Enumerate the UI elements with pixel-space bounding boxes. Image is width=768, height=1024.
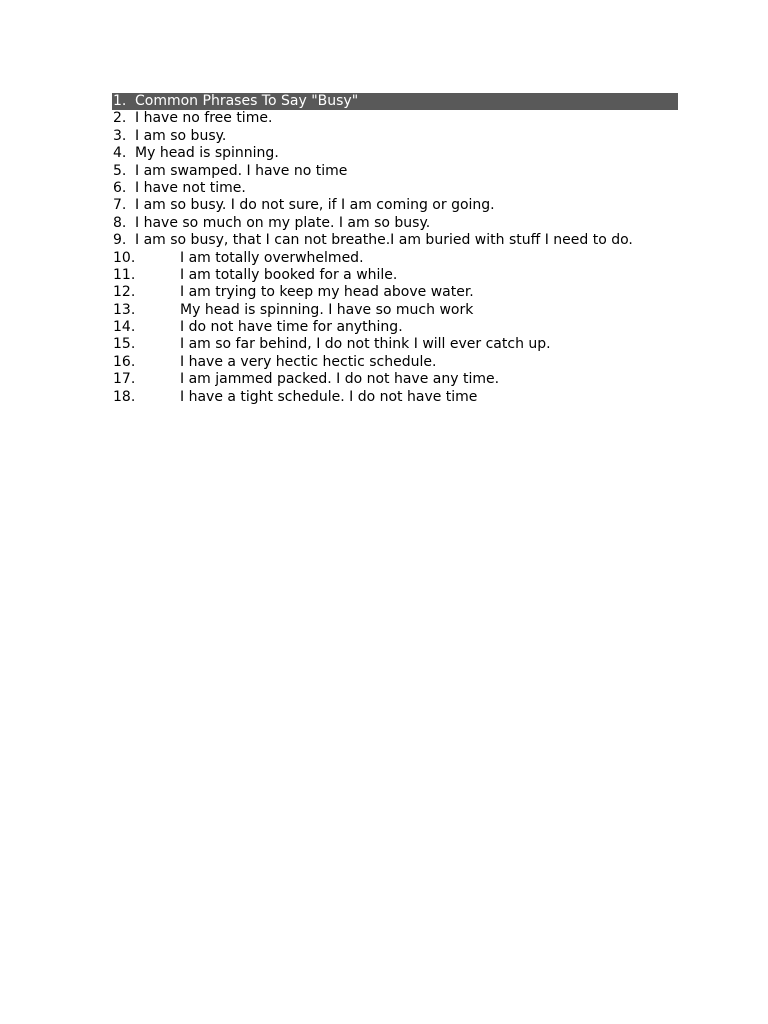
list-text: I am swamped. I have no time [135, 162, 348, 179]
list-item [112, 197, 678, 214]
list-text: I am so busy. [135, 127, 227, 144]
document-list [112, 93, 678, 406]
list-item [112, 110, 678, 127]
list-text: I am totally booked for a while. [180, 266, 398, 283]
list-number: 15. [113, 336, 136, 353]
list-number: 16. [113, 353, 136, 370]
list-item [112, 250, 678, 267]
list-title: Common Phrases To Say "Busy" [135, 93, 359, 109]
list-number: 9. [113, 232, 127, 249]
list-number: 11. [113, 266, 136, 283]
list-text: I am trying to keep my head above water. [180, 284, 474, 301]
list-text: I am so busy. I do not sure, if I am coming or going. [135, 197, 495, 214]
list-text: I am so far behind, I do not think I will ever catch up. [180, 336, 551, 353]
list-number: 18. [113, 388, 136, 405]
list-text: I have so much on my plate. I am so busy. [135, 214, 431, 231]
list-text: I am totally overwhelmed. [180, 249, 364, 266]
list-item [112, 163, 678, 180]
list-number: 6. [113, 179, 127, 196]
list-item [112, 145, 678, 162]
list-item [112, 232, 678, 249]
list-item [112, 319, 678, 336]
list-number: 4. [113, 145, 127, 162]
list-text: My head is spinning. I have so much work [180, 301, 474, 318]
list-text: I am jammed packed. I do not have any time. [180, 371, 500, 388]
list-text: I have not time. [135, 179, 246, 196]
list-item [112, 354, 678, 371]
list-number: 2. [113, 110, 127, 127]
list-number: 5. [113, 162, 127, 179]
list-text: My head is spinning. [135, 145, 279, 162]
list-text: I have no free time. [135, 110, 273, 127]
list-number: 17. [113, 371, 136, 388]
list-number: 3. [113, 127, 127, 144]
list-number: 12. [113, 284, 136, 301]
list-text: I am so busy, that I can not breathe.I am buried with stuff I need to do. [135, 232, 633, 249]
list-number: 1. [113, 93, 127, 109]
list-item-title [112, 93, 678, 110]
list-text: I do not have time for anything. [180, 319, 403, 336]
list-item [112, 128, 678, 145]
list-item [112, 267, 678, 284]
list-number: 13. [113, 301, 136, 318]
list-number: 7. [113, 197, 127, 214]
list-item [112, 215, 678, 232]
list-number: 8. [113, 214, 127, 231]
list-text: I have a very hectic hectic schedule. [180, 353, 437, 370]
list-item [112, 336, 678, 353]
list-item [112, 389, 678, 406]
list-number: 14. [113, 319, 136, 336]
list-item [112, 284, 678, 301]
list-number: 10. [113, 249, 136, 266]
list-text: I have a tight schedule. I do not have time [180, 388, 478, 405]
list-item [112, 180, 678, 197]
list-item [112, 371, 678, 388]
list-item [112, 302, 678, 319]
